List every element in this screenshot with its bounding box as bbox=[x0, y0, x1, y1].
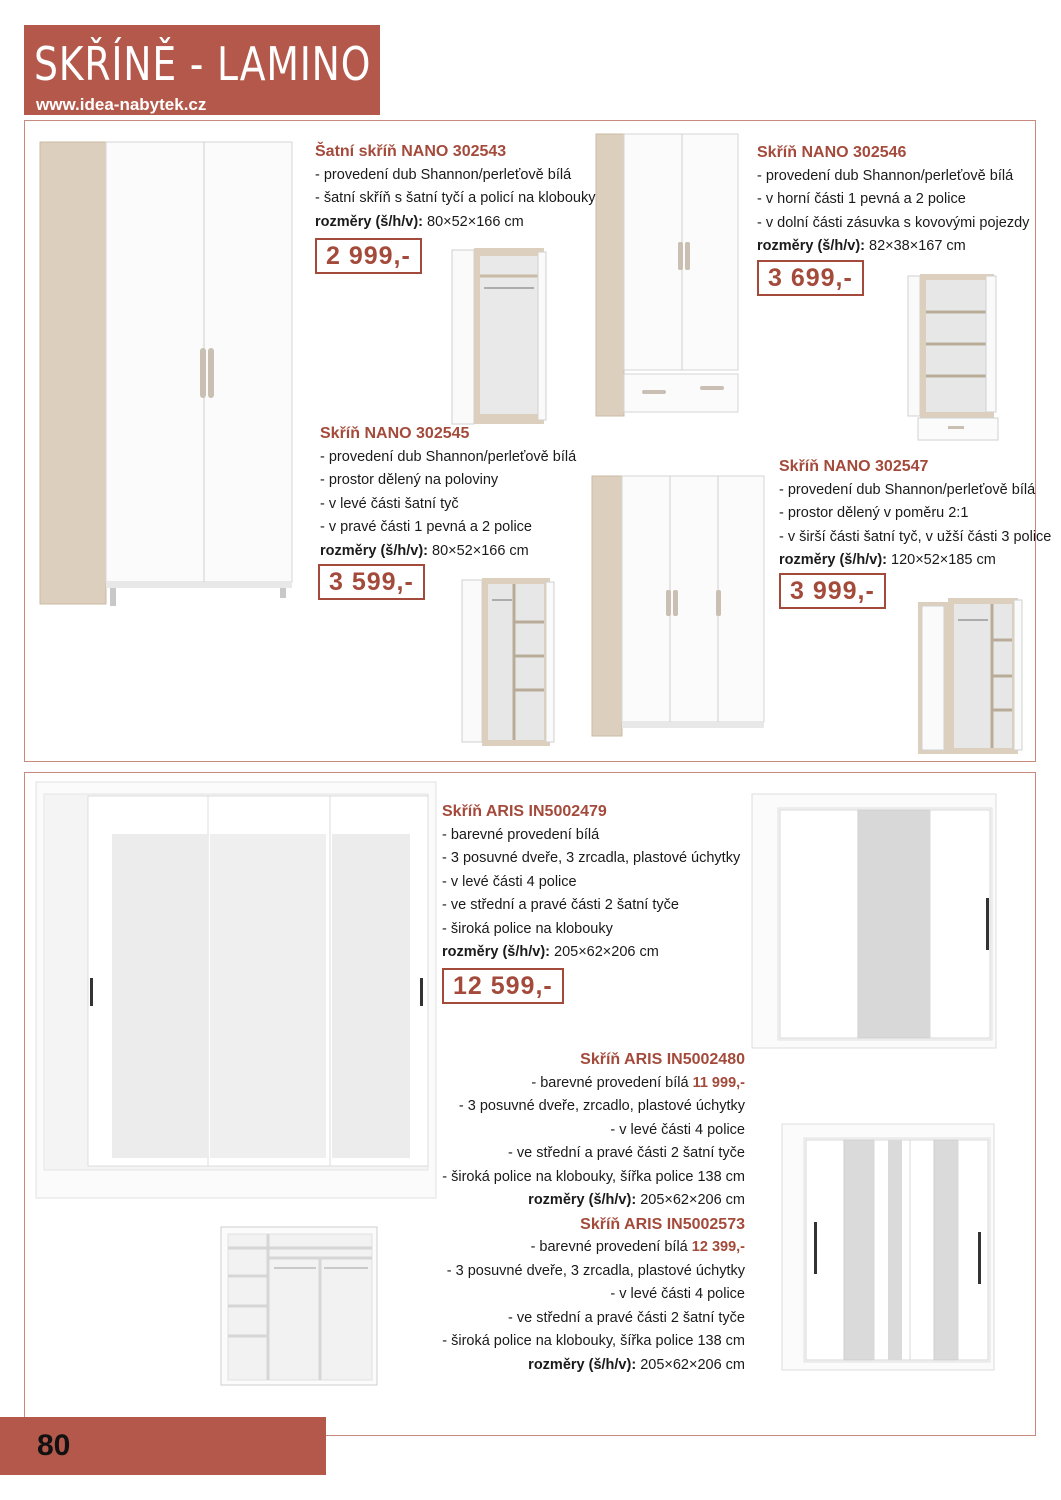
nano-302543-open-image bbox=[452, 248, 548, 428]
dims-value: 205×62×206 cm bbox=[640, 1356, 745, 1373]
nano-302547-closed-image bbox=[592, 476, 768, 738]
product-title: Skříň NANO 302545 bbox=[320, 425, 470, 442]
feature: - 3 posuvné dveře, 3 zrcadla, plastové úchytky bbox=[446, 1262, 745, 1279]
aris-in5002479-price: 12 599,- bbox=[442, 968, 564, 1004]
nano-302547-price: 3 999,- bbox=[779, 573, 886, 609]
nano-302546-details bbox=[757, 141, 1029, 259]
page-number-band bbox=[0, 1417, 326, 1475]
aris-in5002573-image bbox=[782, 1124, 998, 1374]
page-number: 80 bbox=[37, 1429, 71, 1462]
feature: - ve střední a pravé části 2 šatní tyče bbox=[508, 1145, 745, 1161]
dims-label: rozměry (š/h/v): bbox=[315, 213, 423, 230]
dims-value: 80×52×166 cm bbox=[432, 542, 529, 559]
feature: - barevné provedení bílá bbox=[442, 826, 600, 843]
product-title: Šatní skříň NANO 302543 bbox=[315, 143, 507, 160]
feature: - v horní části 1 pevná a 2 police bbox=[757, 191, 966, 207]
dims-label: rozměry (š/h/v): bbox=[528, 1192, 637, 1208]
inline-price: 11 999,- bbox=[692, 1074, 745, 1091]
aris-in5002479-details bbox=[442, 800, 740, 965]
feature: - ve střední a pravé části 2 šatní tyče bbox=[508, 1309, 745, 1326]
feature: - provedení dub Shannon/perleťově bílá bbox=[315, 166, 572, 183]
product-title: Skříň NANO 302546 bbox=[757, 144, 907, 161]
feature: - prostor dělený v poměru 2:1 bbox=[779, 505, 969, 521]
nano-302546-price: 3 699,- bbox=[757, 260, 864, 296]
nano-302543-closed-image bbox=[40, 142, 296, 608]
dims-value: 205×62×206 cm bbox=[640, 1192, 745, 1208]
header-band bbox=[24, 25, 380, 115]
product-title: Skříň ARIS IN5002480 bbox=[580, 1051, 745, 1068]
website-link[interactable]: www.idea-nabytek.cz bbox=[36, 95, 207, 114]
feature: - provedení dub Shannon/perleťově bílá bbox=[757, 167, 1014, 184]
page-title: SKŘÍNĚ - LAMINO bbox=[34, 37, 372, 91]
feature: - prostor dělený na poloviny bbox=[320, 472, 499, 488]
feature: - široká police na klobouky, šířka police 138 cm bbox=[442, 1168, 745, 1185]
feature: - v levé části 4 police bbox=[610, 1121, 745, 1138]
feature: - v levé části 4 police bbox=[610, 1286, 745, 1302]
product-title: Skříň NANO 302547 bbox=[779, 458, 929, 475]
nano-302543-price: 2 999,- bbox=[315, 238, 422, 274]
dims-label: rozměry (š/h/v): bbox=[442, 944, 550, 960]
inline-price: 12 399,- bbox=[691, 1239, 745, 1255]
dims-label: rozměry (š/h/v): bbox=[528, 1356, 637, 1373]
nano-302543-details bbox=[315, 140, 595, 234]
aris-in5002480-image bbox=[752, 794, 1000, 1052]
dims-label: rozměry (š/h/v): bbox=[757, 238, 865, 254]
dims-value: 120×52×185 cm bbox=[891, 552, 996, 568]
aris-in5002480-details bbox=[442, 1048, 745, 1377]
nano-302545-open-image bbox=[462, 578, 556, 750]
feature: - v levé části 4 police bbox=[442, 873, 577, 890]
feature: - 3 posuvné dveře, 3 zrcadla, plastové úchytky bbox=[442, 850, 741, 866]
nano-302546-closed-image bbox=[596, 134, 742, 418]
feature: - ve střední a pravé části 2 šatní tyče bbox=[442, 897, 679, 913]
feature: - provedení dub Shannon/perleťově bílá bbox=[320, 448, 577, 465]
feature: - široká police na klobouky, šířka police 138 cm bbox=[442, 1333, 745, 1349]
feature: - šatní skříň s šatní tyčí a policí na klobouky bbox=[315, 190, 596, 206]
nano-302546-open-image bbox=[908, 274, 1000, 442]
aris-interior-diagram bbox=[220, 1226, 380, 1388]
feature: - široká police na klobouky bbox=[442, 920, 613, 937]
product-title: Skříň ARIS IN5002479 bbox=[442, 803, 607, 820]
dims-value: 80×52×166 cm bbox=[427, 213, 524, 230]
color-line: - barevné provedení bílá bbox=[531, 1074, 689, 1091]
nano-302545-details bbox=[320, 422, 576, 563]
color-line: - barevné provedení bílá bbox=[530, 1239, 688, 1255]
nano-302547-details bbox=[779, 455, 1051, 573]
feature: - v dolní části zásuvka s kovovými pojezdy bbox=[757, 214, 1030, 231]
feature: - v pravé části 1 pevná a 2 police bbox=[320, 519, 532, 535]
dims-label: rozměry (š/h/v): bbox=[320, 542, 428, 559]
dims-value: 205×62×206 cm bbox=[554, 944, 659, 960]
feature: - v širší části šatní tyč, v užší části 3 police bbox=[779, 528, 1052, 545]
feature: - 3 posuvné dveře, zrcadlo, plastové úchytky bbox=[458, 1098, 745, 1114]
feature: - provedení dub Shannon/perleťově bílá bbox=[779, 481, 1036, 498]
nano-302545-price: 3 599,- bbox=[318, 564, 425, 600]
dims-value: 82×38×167 cm bbox=[869, 238, 966, 254]
product-title: Skříň ARIS IN5002573 bbox=[580, 1215, 745, 1233]
nano-302547-open-image bbox=[918, 598, 1024, 758]
feature: - v levé části šatní tyč bbox=[320, 495, 459, 512]
aris-in5002479-image bbox=[36, 782, 440, 1202]
dims-label: rozměry (š/h/v): bbox=[779, 552, 887, 568]
